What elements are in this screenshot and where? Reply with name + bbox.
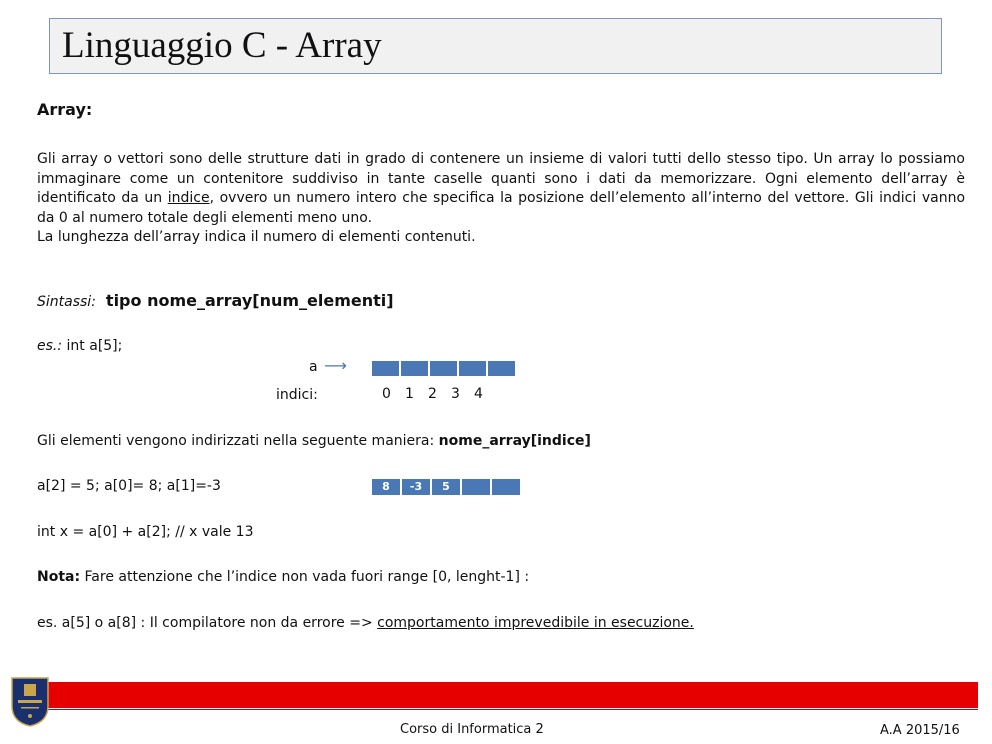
footer-bar: [41, 682, 978, 708]
description-text-2: , ovvero un numero intero che specifica la posizione dell’elemento all’interno del vettore. Gli indici vanno da 0 al numero totale degli elementi meno uno.: [37, 190, 966, 226]
array-name-label: a: [309, 359, 318, 375]
assigned-array-cell: -3: [402, 479, 430, 495]
description-text-1: Gli array o vettori sono delle strutture dati in grado di contenere un insieme di valori tutti dello stesso tipo. Un array lo possiamo immaginare come un contenitore suddiviso in tante caselle quanti sono i dati da memorizzare. Ogni elemento dell’array è identificato da un: [37, 151, 965, 206]
example-code: int a[5];: [66, 338, 123, 354]
warning-text: es. a[5] o a[8] : Il compilatore non da errore =>: [37, 615, 378, 631]
array-cell: [430, 361, 457, 376]
footer-course: Corso di Informatica 2: [400, 722, 544, 737]
description-line-2: La lunghezza dell’array indica il numero di elementi contenuti.: [37, 229, 476, 245]
footer-year: A.A 2015/16: [880, 723, 960, 738]
warning-underlined: comportamento imprevedibile in esecuzione.: [377, 615, 694, 631]
index-label: 2: [428, 386, 437, 402]
syntax-label: Sintassi:: [37, 294, 96, 310]
array-cell: [372, 361, 399, 376]
addressing-code: nome_array[indice]: [438, 433, 591, 449]
example-label: es.:: [37, 338, 63, 354]
slide-title: Linguaggio C - Array: [62, 25, 382, 66]
section-heading: Array:: [37, 100, 93, 119]
index-label: 3: [451, 386, 460, 402]
unicam-logo-icon: [10, 676, 50, 728]
array-diagram: [372, 361, 515, 376]
array-cell: [488, 361, 515, 376]
sum-line: int x = a[0] + a[2]; // x vale 13: [37, 524, 254, 540]
addressing-text: Gli elementi vengono indirizzati nella seguente maniera:: [37, 433, 435, 449]
index-label: 4: [474, 386, 483, 402]
description-paragraph: [37, 150, 965, 248]
warning-line: [37, 614, 694, 633]
indices-row: [375, 386, 490, 402]
indices-label: indici:: [276, 387, 318, 403]
assigned-array-cell: 5: [432, 479, 460, 495]
array-cell: [459, 361, 486, 376]
footer-line: [41, 709, 978, 710]
arrow-icon: ⟶: [324, 356, 347, 375]
note-line: [37, 568, 529, 587]
assign-line: a[2] = 5; a[0]= 8; a[1]=-3: [37, 478, 221, 494]
indice-word: indice: [167, 190, 210, 206]
assigned-array-cell: 8: [372, 479, 400, 495]
index-label: 1: [405, 386, 414, 402]
example-line: [37, 337, 122, 356]
note-label: Nota:: [37, 569, 81, 585]
syntax-line: [37, 290, 394, 313]
syntax-code: tipo nome_array[num_elementi]: [105, 291, 394, 310]
addressing-line: [37, 432, 591, 451]
assigned-array-cell: [462, 479, 490, 495]
description-line-1: [37, 150, 965, 228]
index-label: 0: [382, 386, 391, 402]
assigned-array-diagram: [372, 479, 520, 495]
title-box: [49, 18, 942, 74]
assigned-array-cell: [492, 479, 520, 495]
array-cell: [401, 361, 428, 376]
note-text: Fare attenzione che l’indice non vada fuori range [0, lenght-1] :: [80, 569, 530, 585]
